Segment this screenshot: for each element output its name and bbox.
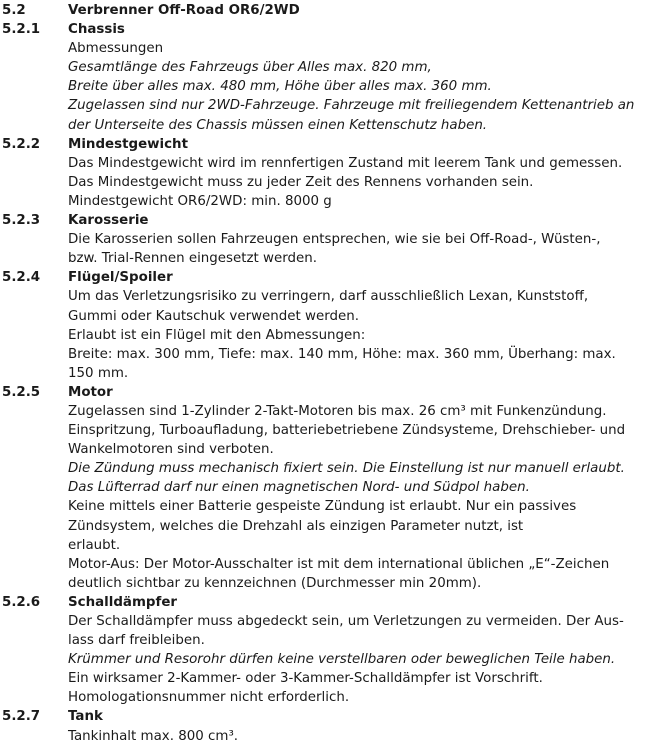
subsection-heading (2, 20, 646, 39)
text-line: Abmessungen (68, 41, 164, 57)
subsection-5-2-2 (2, 135, 646, 211)
subsection-title: Mindestgewicht (68, 136, 188, 152)
subsection-number: 5.2.2 (2, 136, 41, 152)
subsection-heading (2, 707, 646, 726)
subsection-heading (2, 268, 646, 287)
text-line: Tankinhalt max. 800 cm³. (68, 728, 239, 744)
text-line: Motor-Aus: Der Motor-Ausschalter ist mit dem international üblichen „E“-Zeichen (68, 556, 610, 572)
subsection-body (68, 230, 638, 268)
subsection-title: Motor (68, 384, 113, 400)
text-line: erlaubt. (68, 537, 121, 553)
subsection-body (68, 612, 638, 707)
section-heading (2, 1, 646, 20)
text-line: Breite über alles max. 480 mm, Höhe über alles max. 360 mm. (68, 79, 492, 95)
text-line: Das Lüfterrad darf nur einen magnetischen Nord- und Südpol haben. (68, 480, 530, 496)
subsection-5-2-3 (2, 211, 646, 268)
text-line: Homologationsnummer nicht erforderlich. (68, 690, 350, 706)
text-line: Um das Verletzungsrisiko zu verringern, darf ausschließlich Lexan, Kunststoff, (68, 289, 589, 305)
subsection-body (68, 402, 638, 593)
subsection-body (68, 727, 638, 746)
subsection-list (2, 20, 646, 746)
subsection-number: 5.2.4 (2, 270, 41, 286)
subsection-5-2-5 (2, 383, 646, 593)
subsection-number: 5.2.6 (2, 594, 41, 610)
text-line: Die Zündung muss mechanisch fixiert sein. Die Einstellung ist nur manuell erlaubt. (68, 461, 625, 477)
section-number: 5.2 (2, 3, 26, 18)
text-line: bzw. Trial-Rennen eingesetzt werden. (68, 251, 317, 267)
text-line: der Unterseite des Chassis müssen einen Kettenschutz haben. (68, 117, 488, 133)
text-line: Mindestgewicht OR6/2WD: min. 8000 g (68, 193, 332, 209)
subsection-5-2-1 (2, 20, 646, 135)
text-line: 150 mm. (68, 365, 129, 381)
text-line: Krümmer und Resorohr dürfen keine verstellbaren oder beweglichen Teile haben. (68, 652, 616, 668)
subsection-title: Karosserie (68, 213, 149, 229)
text-line: Zugelassen sind 1-Zylinder 2-Takt-Motoren bis max. 26 cm³ mit Funkenzündung. (68, 403, 607, 419)
text-line: deutlich sichtbar zu kennzeichnen (Durchmesser min 20mm). (68, 575, 482, 591)
text-line: Das Mindestgewicht muss zu jeder Zeit des Rennens vorhanden sein. (68, 174, 534, 190)
text-line: lass darf freibleiben. (68, 633, 205, 649)
subsection-body (68, 39, 638, 134)
subsection-title: Schalldämpfer (68, 594, 178, 610)
text-line: Einspritzung, Turboaufladung, batteriebetriebene Zündsysteme, Drehschieber- und (68, 423, 626, 439)
text-line: Das Mindestgewicht wird im rennfertigen Zustand mit leerem Tank und gemessen. (68, 155, 623, 171)
text-line: Der Schalldämpfer muss abgedeckt sein, um Verletzungen zu vermeiden. Der Aus- (68, 614, 624, 629)
subsection-heading (2, 211, 646, 230)
subsection-number: 5.2.3 (2, 213, 41, 229)
subsection-heading (2, 135, 646, 154)
text-line: Zugelassen sind nur 2WD-Fahrzeuge. Fahrzeuge mit freiliegendem Kettenantrieb an (68, 98, 635, 114)
subsection-5-2-6 (2, 593, 646, 708)
subsection-heading (2, 593, 646, 612)
text-line: Gummi oder Kautschuk verwendet werden. (68, 308, 359, 324)
text-line: Gesamtlänge des Fahrzeugs über Alles max. 820 mm, (68, 60, 432, 76)
section-title: Verbrenner Off-Road OR6/2WD (68, 3, 300, 18)
subsection-number: 5.2.5 (2, 384, 41, 400)
text-line: Keine mittels einer Batterie gespeiste Zündung ist erlaubt. Nur ein passives (68, 499, 577, 515)
subsection-title: Tank (68, 709, 103, 725)
text-line: Ein wirksamer 2-Kammer- oder 3-Kammer-Schalldämpfer ist Vorschrift. (68, 671, 543, 687)
subsection-heading (2, 383, 646, 402)
subsection-5-2-4 (2, 268, 646, 383)
subsection-title: Flügel/Spoiler (68, 270, 173, 286)
subsection-body (68, 154, 638, 211)
text-line: Breite: max. 300 mm, Tiefe: max. 140 mm, Höhe: max. 360 mm, Überhang: max. (68, 346, 616, 362)
subsection-5-2-7 (2, 707, 646, 745)
subsection-body (68, 287, 638, 382)
text-line: Erlaubt ist ein Flügel mit den Abmessungen: (68, 327, 366, 343)
subsection-number: 5.2.7 (2, 709, 41, 725)
text-line: Die Karosserien sollen Fahrzeugen entsprechen, wie sie bei Off-Road-, Wüsten-, (68, 232, 601, 248)
subsection-title: Chassis (68, 22, 125, 38)
subsection-number: 5.2.1 (2, 22, 41, 38)
text-line: Wankelmotoren sind verboten. (68, 442, 274, 458)
text-line: Zündsystem, welches die Drehzahl als einzigen Parameter nutzt, ist (68, 518, 524, 534)
